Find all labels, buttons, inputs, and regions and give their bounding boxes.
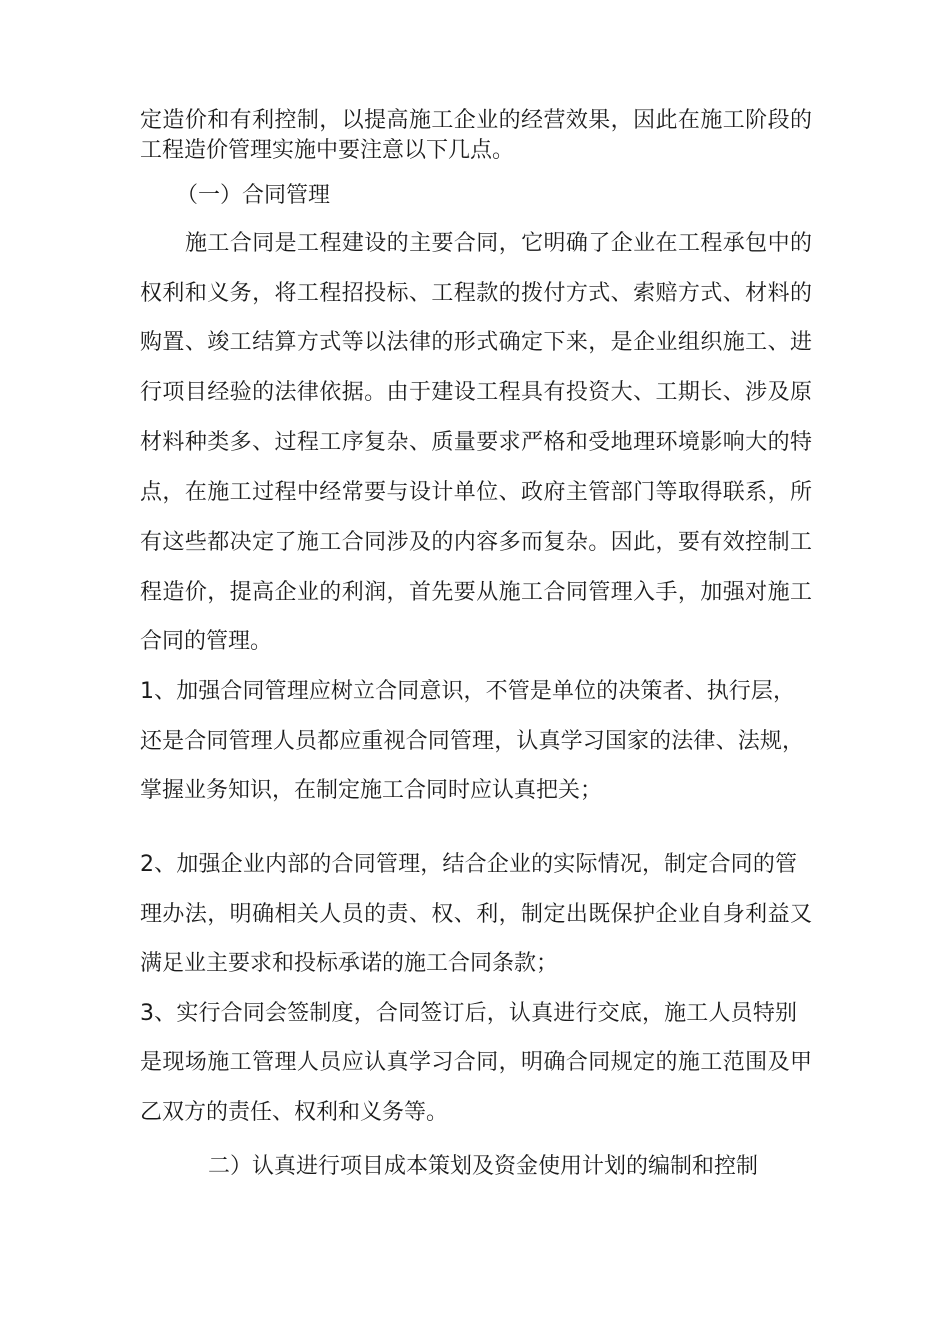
section-heading: 二）认真进行项目成本策划及资金使用计划的编制和控制 [208, 1154, 759, 1179]
paragraph-line: 材料种类多、过程工序复杂、质量要求严格和受地理环境影响大的特 [140, 430, 812, 455]
list-item-line: 乙双方的责任、权利和义务等。 [140, 1100, 449, 1125]
paragraph-line: 合同的管理。 [140, 629, 273, 654]
intro-line: 定造价和有利控制，以提高施工企业的经营效果，因此在施工阶段的 [140, 108, 812, 133]
list-item-line: 1、加强合同管理应树立合同意识，不管是单位的决策者、执行层， [140, 679, 795, 704]
list-item-line: 2、加强企业内部的合同管理，结合企业的实际情况，制定合同的管 [140, 852, 797, 877]
paragraph-line: 施工合同是工程建设的主要合同，它明确了企业在工程承包中的 [185, 231, 812, 256]
paragraph-line: 行项目经验的法律依据。由于建设工程具有投资大、工期长、涉及原 [140, 380, 812, 405]
section-heading: （一）合同管理 [176, 183, 331, 208]
list-item-line: 理办法，明确相关人员的责、权、利，制定出既保护企业自身利益又 [140, 902, 812, 927]
paragraph-line: 有这些都决定了施工合同涉及的内容多而复杂。因此，要有效控制工 [140, 530, 812, 555]
list-item-line: 掌握业务知识，在制定施工合同时应认真把关； [140, 778, 603, 803]
paragraph-line: 点，在施工过程中经常要与设计单位、政府主管部门等取得联系，所 [140, 480, 812, 505]
paragraph-line: 权利和义务，将工程招投标、工程款的拨付方式、索赔方式、材料的 [140, 281, 812, 306]
list-item-line: 是现场施工管理人员应认真学习合同，明确合同规定的施工范围及甲 [140, 1050, 812, 1075]
list-item-line: 3、实行合同会签制度，合同签订后，认真进行交底，施工人员特别 [140, 1001, 797, 1026]
paragraph-line: 购置、竣工结算方式等以法律的形式确定下来，是企业组织施工、进 [140, 330, 812, 355]
list-item-line: 满足业主要求和投标承诺的施工合同条款； [140, 951, 559, 976]
paragraph-line: 程造价，提高企业的利润，首先要从施工合同管理入手，加强对施工 [140, 580, 812, 605]
intro-line: 工程造价管理实施中要注意以下几点。 [140, 138, 515, 163]
list-item-line: 还是合同管理人员都应重视合同管理，认真学习国家的法律、法规， [140, 729, 804, 754]
